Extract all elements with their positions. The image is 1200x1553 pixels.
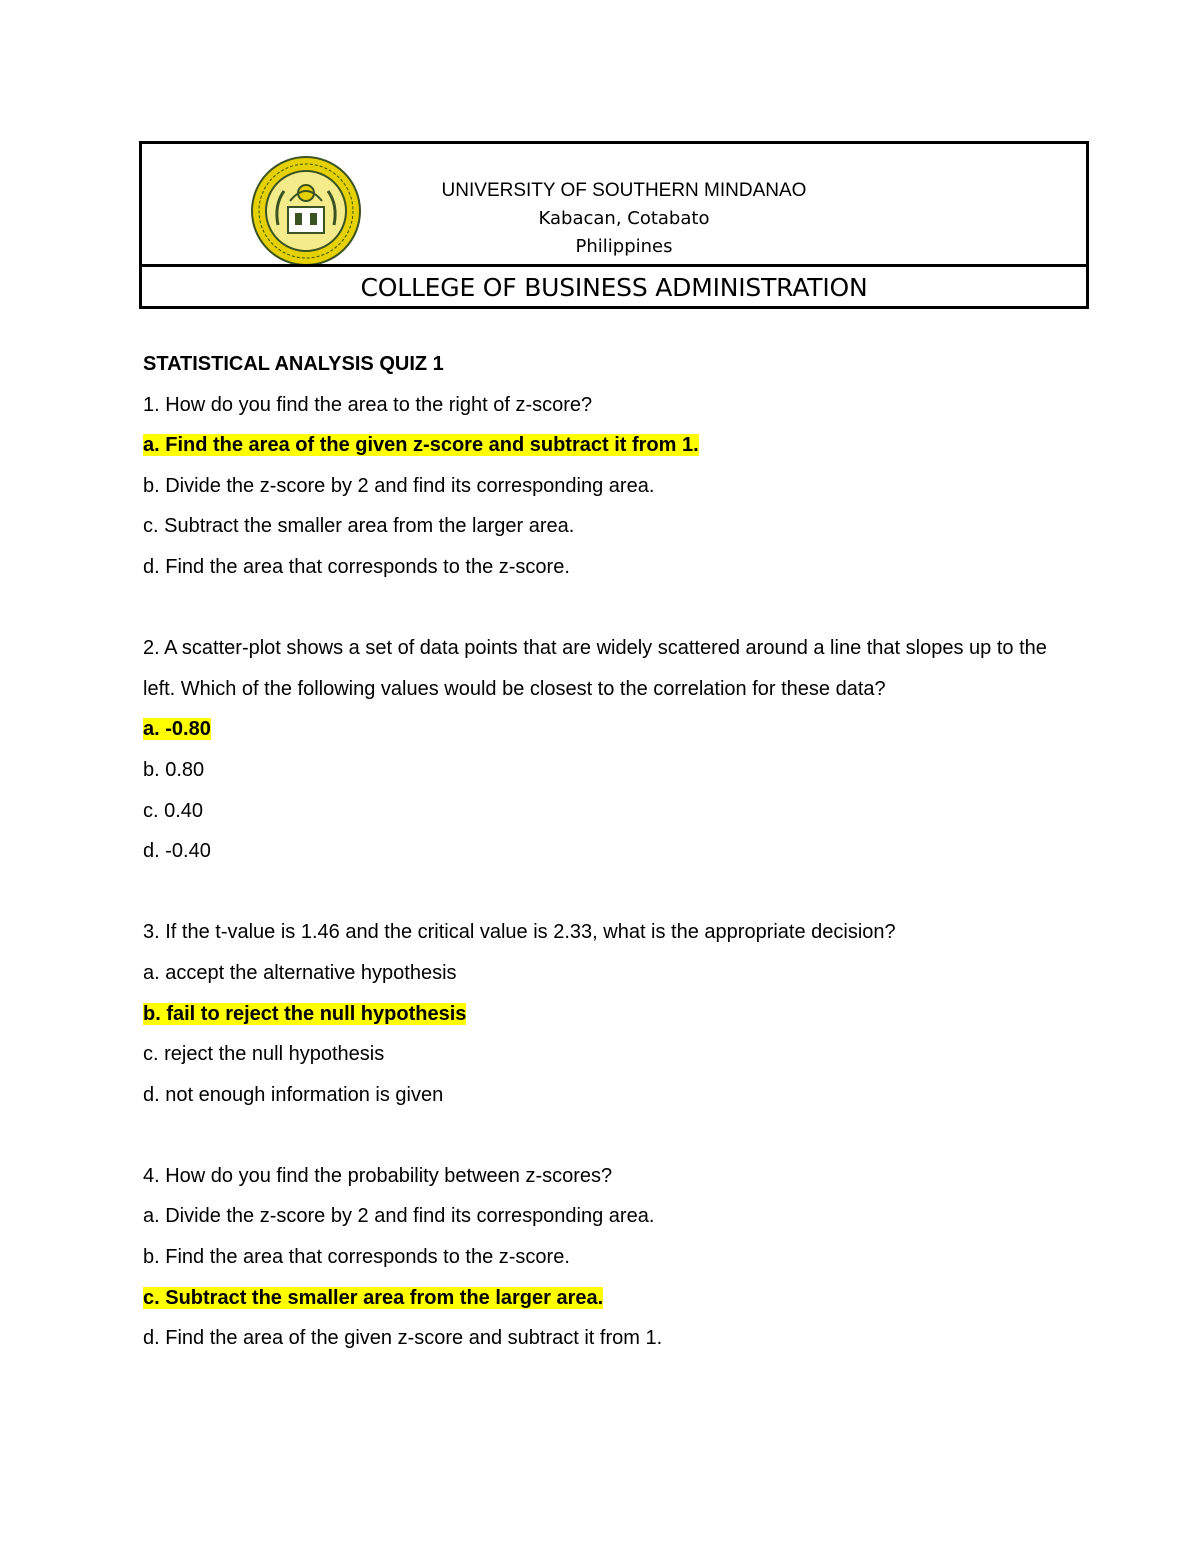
- option-correct: [143, 994, 1073, 1035]
- college-name: COLLEGE OF BUSINESS ADMINISTRATION: [360, 273, 868, 302]
- question-text: 2. A scatter-plot shows a set of data points that are widely scattered around a line that slopes up to the left. Which of the following values would be closest to the correlation for these data?: [143, 637, 1047, 700]
- university-name: UNIVERSITY OF SOUTHERN MINDANAO: [441, 180, 807, 201]
- header-box: [139, 141, 1089, 309]
- option: d. Find the area that corresponds to the z-score.: [143, 555, 570, 578]
- option: d. not enough information is given: [143, 1083, 444, 1106]
- option-highlight: a. Find the area of the given z-score and subtract it from 1.: [143, 434, 699, 457]
- option: c. reject the null hypothesis: [143, 1043, 385, 1066]
- option: d. Find the area of the given z-score and subtract it from 1.: [143, 1327, 663, 1350]
- question-1: [143, 385, 1073, 588]
- quiz-title: STATISTICAL ANALYSIS QUIZ 1: [143, 353, 444, 375]
- option: a. accept the alternative hypothesis: [143, 961, 457, 984]
- university-block: [142, 177, 1086, 261]
- university-country: Philippines: [575, 236, 673, 257]
- option: a. Divide the z-score by 2 and find its corresponding area.: [143, 1205, 655, 1228]
- option: c. 0.40: [143, 799, 204, 822]
- question-2: [143, 628, 1073, 872]
- question-text: 3. If the t-value is 1.46 and the critical value is 2.33, what is the appropriate decision?: [143, 921, 896, 944]
- question-4: [143, 1156, 1073, 1359]
- option: b. Divide the z-score by 2 and find its corresponding area.: [143, 474, 655, 497]
- option-highlight: c. Subtract the smaller area from the larger area.: [143, 1286, 604, 1309]
- option-highlight: b. fail to reject the null hypothesis: [143, 1002, 467, 1025]
- option: b. 0.80: [143, 758, 205, 781]
- option-highlight: a. -0.80: [143, 718, 211, 741]
- option-correct: [143, 1278, 1073, 1319]
- option-correct: [143, 425, 1073, 466]
- spacer: [143, 872, 1073, 913]
- quiz-content: [143, 344, 1073, 1359]
- question-text: 1. How do you find the area to the right of z-score?: [143, 393, 593, 416]
- university-location: Kabacan, Cotabato: [538, 208, 710, 229]
- option: b. Find the area that corresponds to the z-score.: [143, 1246, 570, 1269]
- header-divider: [142, 264, 1086, 267]
- spacer: [143, 1115, 1073, 1156]
- question-3: [143, 912, 1073, 1115]
- option: c. Subtract the smaller area from the larger area.: [143, 515, 575, 538]
- option: d. -0.40: [143, 840, 211, 863]
- header-top: [142, 144, 1086, 264]
- option-correct: [143, 709, 1073, 750]
- spacer: [143, 588, 1073, 629]
- question-text: 4. How do you find the probability between z-scores?: [143, 1164, 613, 1187]
